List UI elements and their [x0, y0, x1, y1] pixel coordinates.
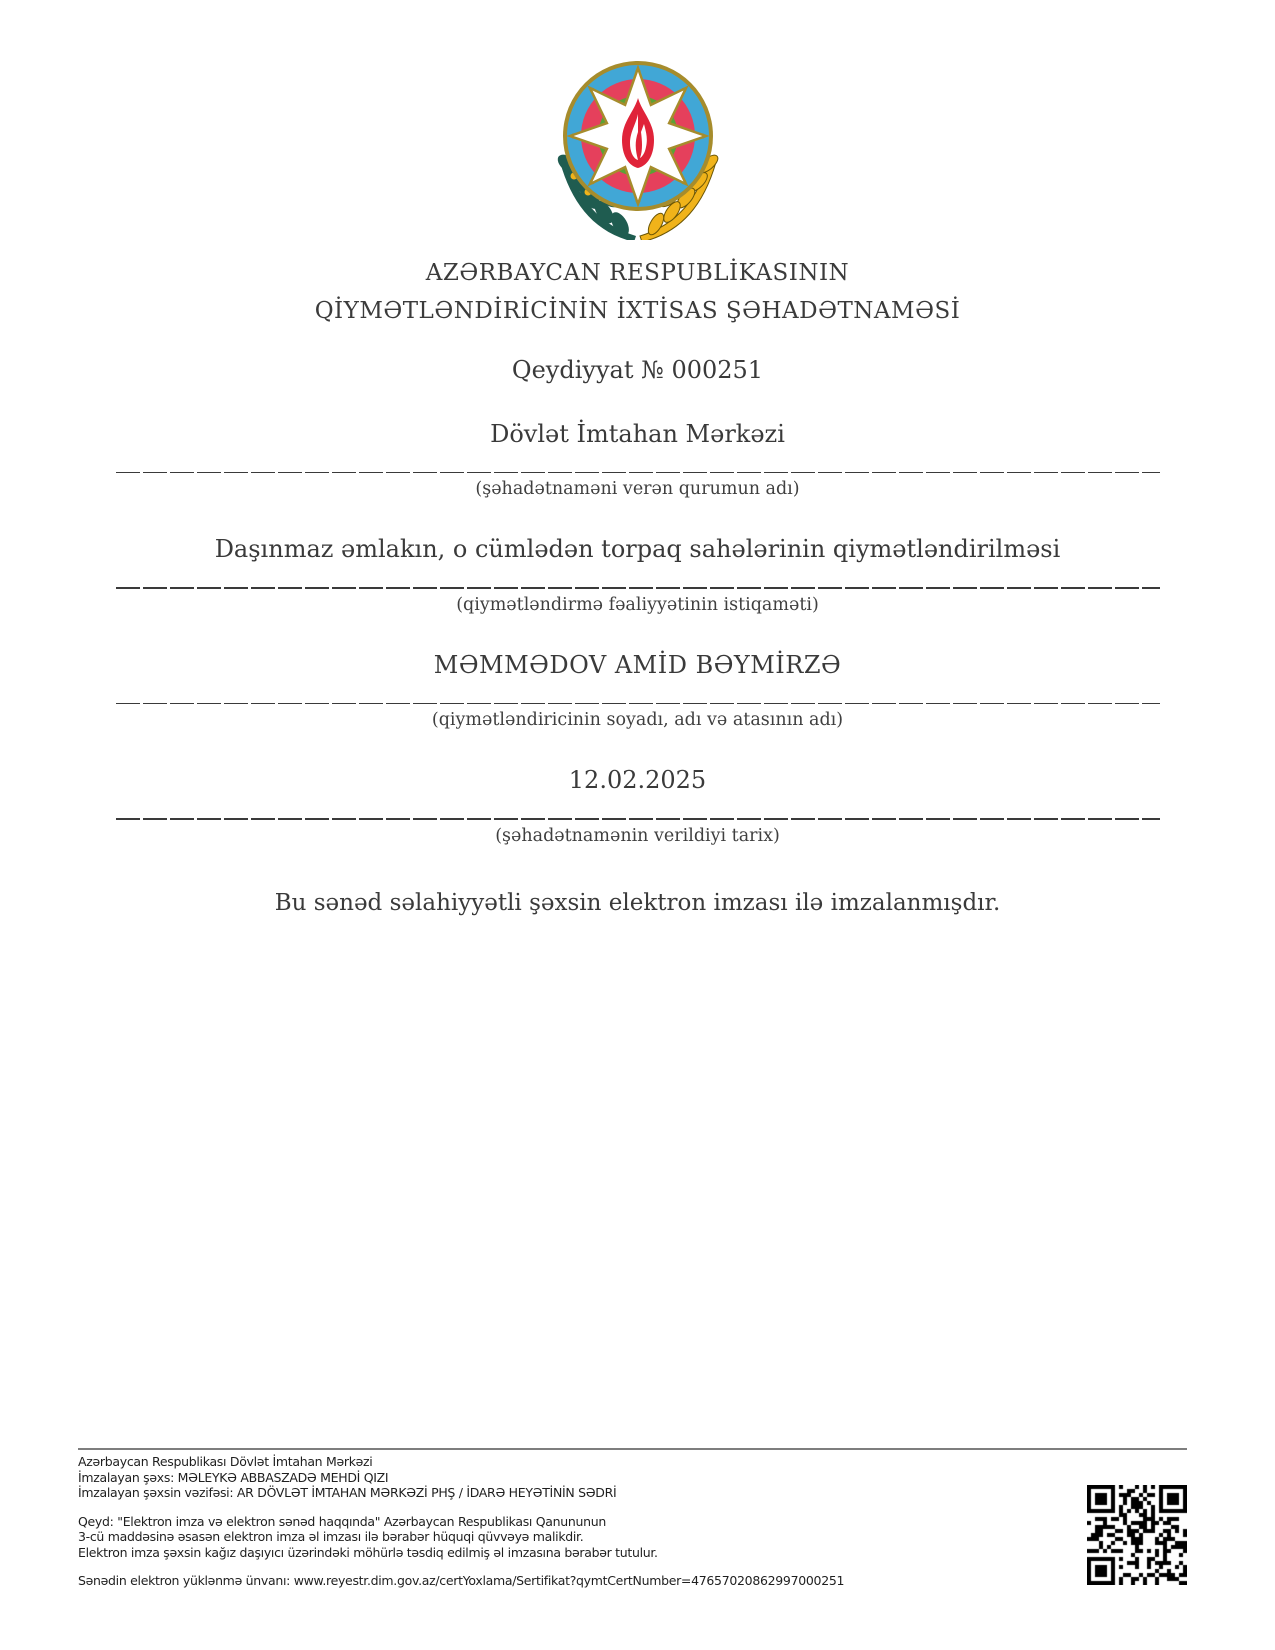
e-signature-statement: Bu sənəd səlahiyyətli şəxsin elektron imzası ilə imzalanmışdır. — [274, 889, 1001, 916]
evaluator-name-caption: (qiymətləndiricinin soyadı, adı və atasının adı) — [431, 710, 844, 731]
underscore-rule — [116, 818, 1160, 819]
footer — [78, 1448, 1187, 1589]
footer-divider — [78, 1448, 1187, 1450]
evaluator-name-value: MƏMMƏDOV AMİD BƏYMİRZƏ — [433, 650, 842, 679]
direction-caption: (qiymətləndirmə fəaliyyətinin istiqaməti) — [456, 594, 819, 615]
azerbaijan-coat-of-arms-icon — [538, 40, 738, 240]
issue-date-caption: (şəhadətnamənin verildiyi tarix) — [495, 825, 780, 846]
field-direction — [0, 535, 1275, 614]
title-line-2: QİYMƏTLƏNDİRİCİNİN İXTİSAS ŞƏHADƏTNAMƏSİ — [314, 298, 961, 324]
footer-download-url: Sənədin elektron yüklənmə ünvanı: www.reyestr.dim.gov.az/certYoxlama/Sertifikat?qymtCertNumber=47657020862997000251 — [78, 1573, 845, 1588]
footer-note-line-2: 3-cü maddəsinə əsasən elektron imza əl imzası ilə bərabər hüquqi qüvvəyə malikdir. — [78, 1529, 584, 1544]
footer-spacer — [78, 1560, 1187, 1573]
footer-spacer — [78, 1501, 1187, 1514]
footer-signer-position: İmzalayan şəxsin vəzifəsi: AR DÖVLƏT İMTAHAN MƏRKƏZİ PHŞ / İDARƏ HEYƏTİNİN SƏDRİ — [78, 1485, 617, 1500]
footer-note-line-3: Elektron imza şəxsin kağız daşıyıcı üzərindəki möhürlə təsdiq edilmiş əl imzasına bərabər tutulur. — [78, 1544, 658, 1560]
underscore-rule — [116, 472, 1160, 473]
footer-signer: İmzalayan şəxs: MƏLEYKƏ ABBASZADƏ MEHDİ QIZI — [78, 1469, 389, 1485]
direction-value: Daşınmaz əmlakın, o cümlədən torpaq sahələrinin qiymətləndirilməsi — [214, 535, 1061, 564]
issuer-value: Dövlət İmtahan Mərkəzi — [490, 420, 785, 448]
certificate-title — [0, 254, 1275, 330]
issuer-caption: (şəhadətnaməni verən qurumun adı) — [475, 479, 800, 500]
footer-org: Azərbaycan Respublikası Dövlət İmtahan Mərkəzi — [78, 1454, 373, 1469]
issue-date-value: 12.02.2025 — [568, 766, 707, 795]
underscore-rule — [116, 703, 1160, 704]
registration-number: Qeydiyyat № 000251 — [511, 356, 764, 384]
emblem-svg — [538, 40, 738, 240]
underscore-rule — [116, 587, 1160, 588]
field-evaluator-name — [0, 651, 1275, 730]
field-issuer — [0, 420, 1275, 499]
field-issue-date — [0, 766, 1275, 845]
qr-code — [1087, 1485, 1187, 1585]
title-line-1: AZƏRBAYCAN RESPUBLİKASININ — [425, 260, 850, 286]
emblem-shield — [563, 61, 713, 211]
footer-note-line-1: Qeyd: "Elektron imza və elektron sənəd haqqında" Azərbaycan Respublikası Qanununun — [78, 1513, 607, 1529]
